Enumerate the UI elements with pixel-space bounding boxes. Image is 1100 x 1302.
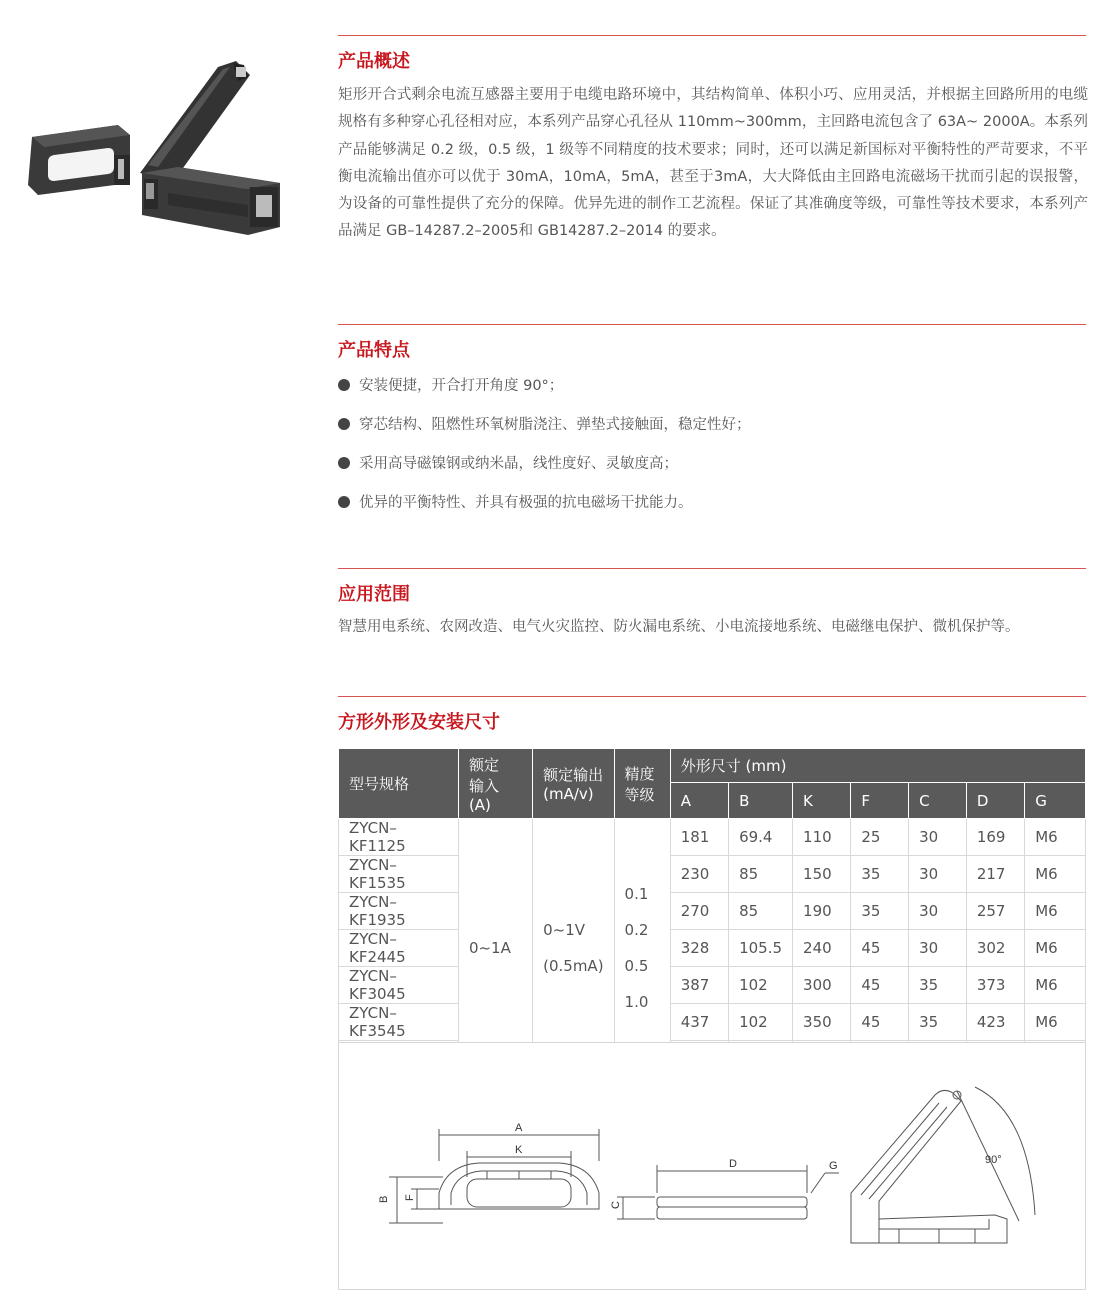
dim-cell: 85	[729, 893, 793, 930]
header-precision-line1: 精度	[624, 764, 655, 783]
dim-cell: 387	[670, 967, 728, 1004]
dimensions-divider	[338, 696, 1086, 697]
bullet-icon	[338, 496, 350, 508]
application-title: 应用范围	[338, 584, 410, 605]
header-col-c: C	[909, 783, 967, 819]
dim-cell: 300	[793, 967, 851, 1004]
output-line2: (0.5mA)	[543, 957, 604, 975]
feature-item	[338, 374, 563, 395]
header-output-line1: 额定输出	[543, 766, 604, 784]
precision-value: 0.2	[624, 921, 649, 939]
application-divider	[338, 568, 1086, 569]
header-precision-line2: 等级	[624, 785, 655, 804]
header-output-line2: (mA/v)	[543, 785, 594, 803]
table-row	[339, 893, 1086, 930]
dim-cell: 423	[966, 1004, 1024, 1041]
overview-text: 矩形开合式剩余电流互感器主要用于电缆电路环境中，其结构简单、体积小巧、应用灵活，并根据主回路所用的电缆规格有多种穿心孔径相对应，本系列产品穿心孔径从 110mm~300mm，主回路电流包含了 63A~ 2000A。本系列产品能够满足 0.2 级，0.5 级，1 级等不同精度的技术要求；同时，还可以满足新国标对平衡特性的严苛要求，不平衡电流输出值亦可以优于 30mA，10mA，5mA，甚至于3mA，大大降低由主回路电流磁场干扰而引起的误报警，为设备的可靠性提供了充分的保障。优异先进的制作工艺流程。保证了其准确度等级，可靠性等技术要求，本系列产品满足 GB–14287.2–2005和 GB14287.2–2014 的要求。	[338, 87, 1088, 240]
dim-cell: 35	[909, 967, 967, 1004]
front-view-drawing	[389, 1129, 599, 1223]
model-cell: ZYCN–KF2445	[339, 930, 459, 967]
precision-cell	[614, 819, 670, 1078]
features-title: 产品特点	[338, 340, 410, 361]
header-output	[533, 749, 614, 819]
dimension-drawing	[338, 1042, 1086, 1290]
dim-cell: 169	[966, 819, 1024, 856]
label-k: K	[515, 1144, 523, 1156]
table-row	[339, 856, 1086, 893]
dim-cell: M6	[1025, 819, 1086, 856]
dim-cell: M6	[1025, 856, 1086, 893]
dim-cell: 328	[670, 930, 728, 967]
dimensions-title: 方形外形及安装尺寸	[338, 712, 500, 733]
header-col-f: F	[851, 783, 909, 819]
dim-cell: 110	[793, 819, 851, 856]
dim-cell: 45	[851, 967, 909, 1004]
dim-cell: 69.4	[729, 819, 793, 856]
bullet-icon	[338, 379, 350, 391]
dim-cell: 25	[851, 819, 909, 856]
input-cell: 0~1A	[458, 819, 532, 1078]
header-model: 型号规格	[339, 749, 459, 819]
header-col-b: B	[729, 783, 793, 819]
model-cell: ZYCN–KF3545	[339, 1004, 459, 1041]
dim-cell: 350	[793, 1004, 851, 1041]
feature-text: 穿芯结构、阻燃性环氧树脂浇注、弹垫式接触面，稳定性好；	[359, 417, 751, 433]
overview-title: 产品概述	[338, 51, 410, 72]
bullet-icon	[338, 418, 350, 430]
product-photo	[18, 55, 298, 245]
header-col-g: G	[1025, 783, 1086, 819]
precision-value: 0.5	[624, 957, 649, 975]
feature-text: 优异的平衡特性、并具有极强的抗电磁场干扰能力。	[359, 495, 693, 511]
open-view-drawing	[851, 1087, 1035, 1243]
overview-divider	[338, 35, 1086, 36]
output-line1: 0~1V	[543, 921, 586, 939]
side-view-drawing	[617, 1165, 839, 1219]
label-a: A	[515, 1122, 523, 1134]
dim-cell: M6	[1025, 1004, 1086, 1041]
dim-cell: M6	[1025, 967, 1086, 1004]
dim-cell: 373	[966, 967, 1024, 1004]
dim-cell: 302	[966, 930, 1024, 967]
model-cell: ZYCN–KF1935	[339, 893, 459, 930]
feature-item	[338, 491, 693, 512]
features-divider	[338, 324, 1086, 325]
label-c: C	[610, 1201, 622, 1209]
dim-cell: 30	[909, 856, 967, 893]
feature-text: 采用高导磁镍钢或纳米晶，线性度好、灵敏度高；	[359, 456, 678, 472]
header-col-k: K	[793, 783, 851, 819]
dim-cell: 45	[851, 1004, 909, 1041]
dim-cell: 30	[909, 893, 967, 930]
dimension-drawing-svg	[339, 1043, 1085, 1289]
feature-text: 安装便捷，开合打开角度 90°；	[359, 378, 564, 394]
application-text: 智慧用电系统、农网改造、电气火灾监控、防火漏电系统、小电流接地系统、电磁继电保护、微机保护等。	[338, 619, 1020, 635]
dim-cell: 85	[729, 856, 793, 893]
dim-cell: 217	[966, 856, 1024, 893]
dim-cell: 102	[729, 1004, 793, 1041]
dim-cell: 102	[729, 967, 793, 1004]
dim-cell: 150	[793, 856, 851, 893]
dim-cell: 437	[670, 1004, 728, 1041]
dim-cell: 190	[793, 893, 851, 930]
model-cell: ZYCN–KF3045	[339, 967, 459, 1004]
dim-cell: M6	[1025, 930, 1086, 967]
dim-cell: 181	[670, 819, 728, 856]
label-b: B	[378, 1195, 390, 1203]
header-col-d: D	[966, 783, 1024, 819]
header-input-line1: 额定	[468, 755, 499, 774]
precision-value: 0.1	[624, 885, 649, 903]
open-transformer-image	[140, 61, 280, 235]
dim-cell: 30	[909, 930, 967, 967]
dim-cell: 257	[966, 893, 1024, 930]
dim-cell: 35	[909, 1004, 967, 1041]
feature-item	[338, 413, 751, 434]
dim-cell: 35	[851, 893, 909, 930]
model-cell: ZYCN–KF1125	[339, 819, 459, 856]
bullet-icon	[338, 457, 350, 469]
table-row	[339, 819, 1086, 856]
precision-value: 1.0	[624, 993, 649, 1011]
table-row	[339, 1004, 1086, 1041]
table-row	[339, 930, 1086, 967]
label-f: F	[404, 1194, 416, 1201]
dim-cell: 270	[670, 893, 728, 930]
spec-table	[338, 748, 1086, 1078]
dim-cell: M6	[1025, 893, 1086, 930]
header-input-line2: 输入 (A)	[468, 776, 499, 814]
model-cell: ZYCN–KF1535	[339, 856, 459, 893]
feature-item	[338, 452, 678, 473]
dim-cell: 30	[909, 819, 967, 856]
dim-cell: 230	[670, 856, 728, 893]
output-cell	[533, 819, 614, 1078]
label-angle: 90°	[985, 1154, 1002, 1166]
closed-transformer-image	[28, 125, 130, 195]
dim-cell: 240	[793, 930, 851, 967]
header-input	[458, 749, 532, 819]
header-size-group: 外形尺寸 (mm)	[670, 749, 1085, 783]
label-d: D	[729, 1158, 737, 1170]
dim-cell: 105.5	[729, 930, 793, 967]
dim-cell: 45	[851, 930, 909, 967]
header-col-a: A	[670, 783, 728, 819]
dim-cell: 35	[851, 856, 909, 893]
header-precision	[614, 749, 670, 819]
label-g: G	[829, 1160, 838, 1172]
table-row	[339, 967, 1086, 1004]
